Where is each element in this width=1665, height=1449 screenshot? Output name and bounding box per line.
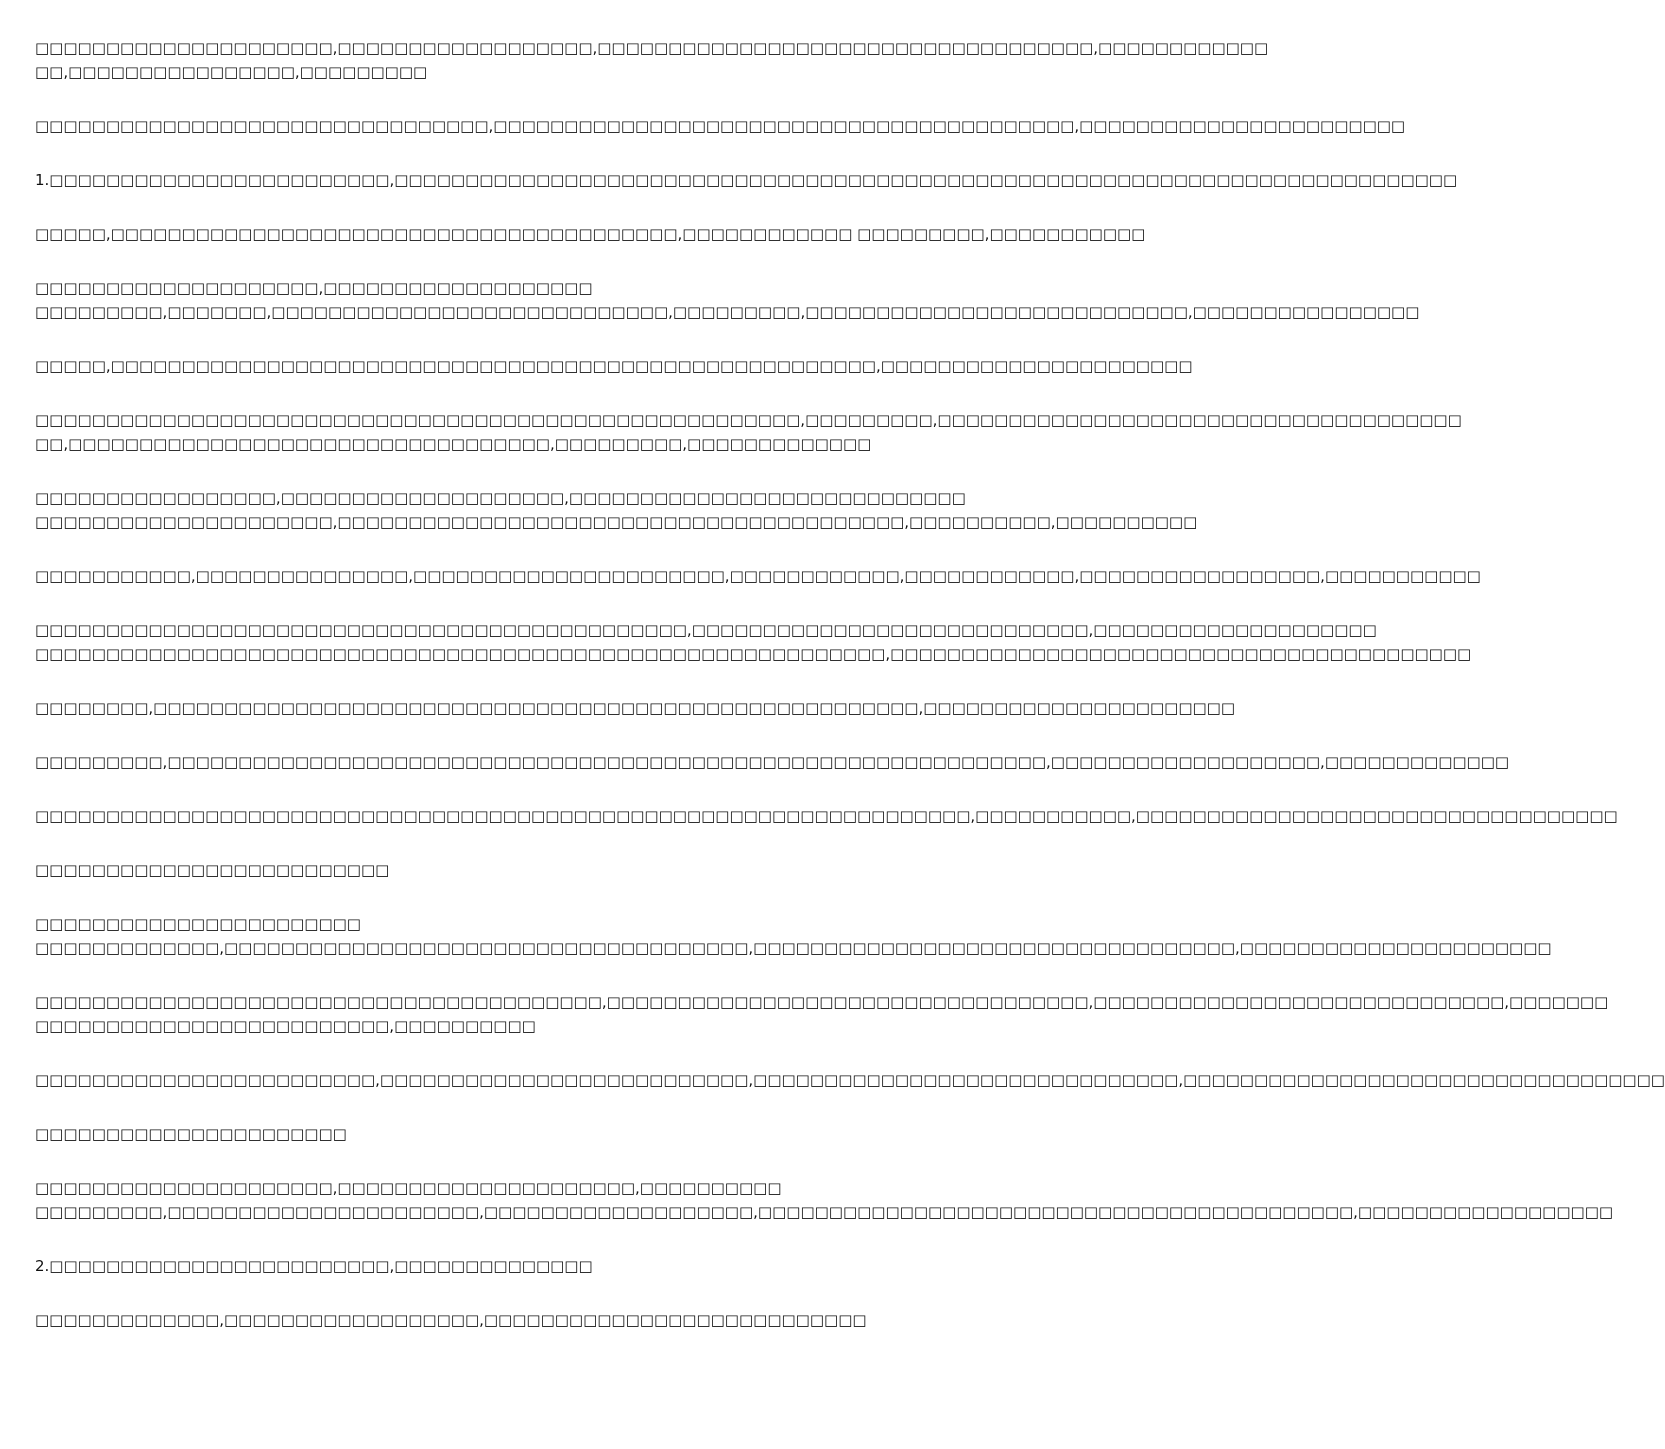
paragraph-13 bbox=[35, 804, 1618, 828]
paragraph-8 bbox=[35, 486, 1198, 534]
paragraph-14 bbox=[35, 858, 990, 882]
text-line: □□□□□□□□□□□□□□□□□□□□□□□□□□□□□□□□□□□□□□□□□□□□□□□□□□□□□□,□□□□□□□□□,□□□□□□□□□□□□□□□□□□□□□□□□□□□□□□□□□□□□□ bbox=[35, 411, 1462, 429]
text-line: □□□□□□□□□□□□□□□□□□□□□,□□□□□□□□□□□□□□□□□□,□□□□□□□□□□□□□□□□□□□□□□□□□□□□□□□□□□□,□□□□□□□□□□□□ bbox=[35, 39, 1269, 57]
text-line: □□□□□,□□□□□□□□□□□□□□□□□□□□□□□□□□□□□□□□□□□□□□□□□□□□□□□□□□□□□□,□□□□□□□□□□□□□□□□□□□□□□ bbox=[35, 357, 1193, 375]
paragraph-12 bbox=[35, 750, 1510, 774]
paragraph-17 bbox=[35, 1068, 1665, 1092]
paragraph-18 bbox=[35, 1122, 990, 1146]
paragraph-16 bbox=[35, 990, 1609, 1038]
paragraph-2 bbox=[35, 114, 1406, 138]
text-line: □□,□□□□□□□□□□□□□□□□□□□□□□□□□□□□□□□□□□,□□□□□□□□□,□□□□□□□□□□□□□ bbox=[35, 435, 872, 453]
paragraph-9 bbox=[35, 564, 1481, 588]
paragraph-4 bbox=[35, 222, 1146, 246]
text-line: □□□□□□□□□□□□□□□□□□□□□□□□□ bbox=[35, 861, 390, 879]
text-line: □□□□□,□□□□□□□□□□□□□□□□□□□□□□□□□□□□□□□□□□□□□□□□,□□□□□□□□□□□□ □□□□□□□□□,□□□□□□□□□□□ bbox=[35, 225, 1146, 243]
text-line: □□□□□□□□□□□□□□□□□□□□□□□□□□□□□□□□□□□□□□□□□□□□□□□□□□□□□□□□□□□□,□□□□□□□□□□□□□□□□□□□□□□□□□□□□□□□□□□□□□□□□□ bbox=[35, 645, 1472, 663]
paragraph-1 bbox=[35, 36, 1269, 84]
paragraph-6 bbox=[35, 354, 1193, 378]
text-line: □□□□□□□□,□□□□□□□□□□□□□□□□□□□□□□□□□□□□□□□□□□□□□□□□□□□□□□□□□□□□□□,□□□□□□□□□□□□□□□□□□□□□□ bbox=[35, 699, 1236, 717]
text-line: □□□□□□□□□□□□□□□□□,□□□□□□□□□□□□□□□□□□□□,□□□□□□□□□□□□□□□□□□□□□□□□□□□□ bbox=[35, 489, 966, 507]
text-line: □□□□□□□□□□□□□□□□□□□□,□□□□□□□□□□□□□□□□□□□ bbox=[35, 279, 593, 297]
text-line: □□□□□□□□□□□□□□□□□□□□□,□□□□□□□□□□□□□□□□□□□□□,□□□□□□□□□□ bbox=[35, 1179, 782, 1197]
text-line: □□,□□□□□□□□□□□□□□□□,□□□□□□□□□ bbox=[35, 63, 428, 81]
text-line: □□□□□□□□□□□□□□□□□□□□□□ bbox=[35, 1125, 347, 1143]
text-line: □□□□□□□□□□□,□□□□□□□□□□□□□□□,□□□□□□□□□□□□□□□□□□□□□□,□□□□□□□□□□□□,□□□□□□□□□□□□,□□□□□□□□□□□□□□□□□,□□□□□□□□□□□ bbox=[35, 567, 1481, 585]
text-line: □□□□□□□□□,□□□□□□□,□□□□□□□□□□□□□□□□□□□□□□□□□□□□,□□□□□□□□□,□□□□□□□□□□□□□□□□□□□□□□□□□□□,□□□□□□□□□□□□□□□□ bbox=[35, 303, 1420, 321]
text-line: □□□□□□□□□□□□□,□□□□□□□□□□□□□□□□□□□□□□□□□□□□□□□□□□□□□,□□□□□□□□□□□□□□□□□□□□□□□□□□□□□□□□□□,□□□□□□□□□□□□□□□□□□□□□□ bbox=[35, 939, 1552, 957]
text-line: 1.□□□□□□□□□□□□□□□□□□□□□□□□,□□□□□□□□□□□□□□□□□□□□□□□□□□□□□□□□□□□□□□□□□□□□□□□□□□□□□□□□□□□□□□□□□□□□□□□□□□□ bbox=[35, 171, 1458, 189]
text-line: □□□□□□□□□□□□□□□□□□□□□,□□□□□□□□□□□□□□□□□□□□□□□□□□□□□□□□□□□□□□□□,□□□□□□□□□□,□□□□□□□□□□ bbox=[35, 513, 1198, 531]
text-line: □□□□□□□□□,□□□□□□□□□□□□□□□□□□□□□□,□□□□□□□□□□□□□□□□□□□,□□□□□□□□□□□□□□□□□□□□□□□□□□□□□□□□□□□□□□□□□□,□□□□□□□□□□□□□□□□□□ bbox=[35, 1203, 1614, 1221]
paragraph-5 bbox=[35, 276, 1420, 324]
paragraph-20 bbox=[35, 1254, 990, 1278]
text-line: 2.□□□□□□□□□□□□□□□□□□□□□□□□,□□□□□□□□□□□□□□ bbox=[35, 1257, 593, 1275]
paragraph-7 bbox=[35, 408, 1462, 456]
text-line: □□□□□□□□□□□□□□□□□□□□□□□□□□□□□□□□,□□□□□□□□□□□□□□□□□□□□□□□□□□□□□□□□□□□□□□□□□,□□□□□□□□□□□□□□□□□□□□□□□ bbox=[35, 117, 1406, 135]
text-line: □□□□□□□□□□□□□□□□□□□□□□□□□,□□□□□□□□□□ bbox=[35, 1017, 536, 1035]
paragraph-19 bbox=[35, 1176, 1614, 1224]
paragraph-11 bbox=[35, 696, 1236, 720]
paragraph-15 bbox=[35, 912, 1552, 960]
text-line: □□□□□□□□□□□□□□□□□□□□□□□□,□□□□□□□□□□□□□□□□□□□□□□□□□□,□□□□□□□□□□□□□□□□□□□□□□□□□□□□□□,□□□□□□□□□□□□□□□□□□□□□□□□□□□□□□□□□□ bbox=[35, 1071, 1665, 1089]
text-line: □□□□□□□□□□□□□,□□□□□□□□□□□□□□□□□□,□□□□□□□□□□□□□□□□□□□□□□□□□□□ bbox=[35, 1311, 867, 1329]
text-line: □□□□□□□□□□□□□□□□□□□□□□□□□□□□□□□□□□□□□□□□□□□□□□□□□□□□□□□□□□□□□□□□□□,□□□□□□□□□□□,□□□□□□□□□□□□□□□□□□□□□□□□□□□□□□□□□□ bbox=[35, 807, 1618, 825]
paragraph-21 bbox=[35, 1308, 990, 1332]
text-line: □□□□□□□□□□□□□□□□□□□□□□□□□□□□□□□□□□□□□□□□,□□□□□□□□□□□□□□□□□□□□□□□□□□□□□□□□□□,□□□□□□□□□□□□□□□□□□□□□□□□□□□□□,□□□□□□□ bbox=[35, 993, 1609, 1011]
text-line: □□□□□□□□□□□□□□□□□□□□□□□□□□□□□□□□□□□□□□□□□□□□□□,□□□□□□□□□□□□□□□□□□□□□□□□□□□□,□□□□□□□□□□□□□□□□□□□□ bbox=[35, 621, 1377, 639]
paragraph-10 bbox=[35, 618, 1472, 666]
text-line: □□□□□□□□□,□□□□□□□□□□□□□□□□□□□□□□□□□□□□□□□□□□□□□□□□□□□□□□□□□□□□□□□□□□□□□□,□□□□□□□□□□□□□□□□□□□,□□□□□□□□□□□□□ bbox=[35, 753, 1510, 771]
text-line: □□□□□□□□□□□□□□□□□□□□□□□ bbox=[35, 915, 361, 933]
paragraph-3 bbox=[35, 168, 1458, 192]
